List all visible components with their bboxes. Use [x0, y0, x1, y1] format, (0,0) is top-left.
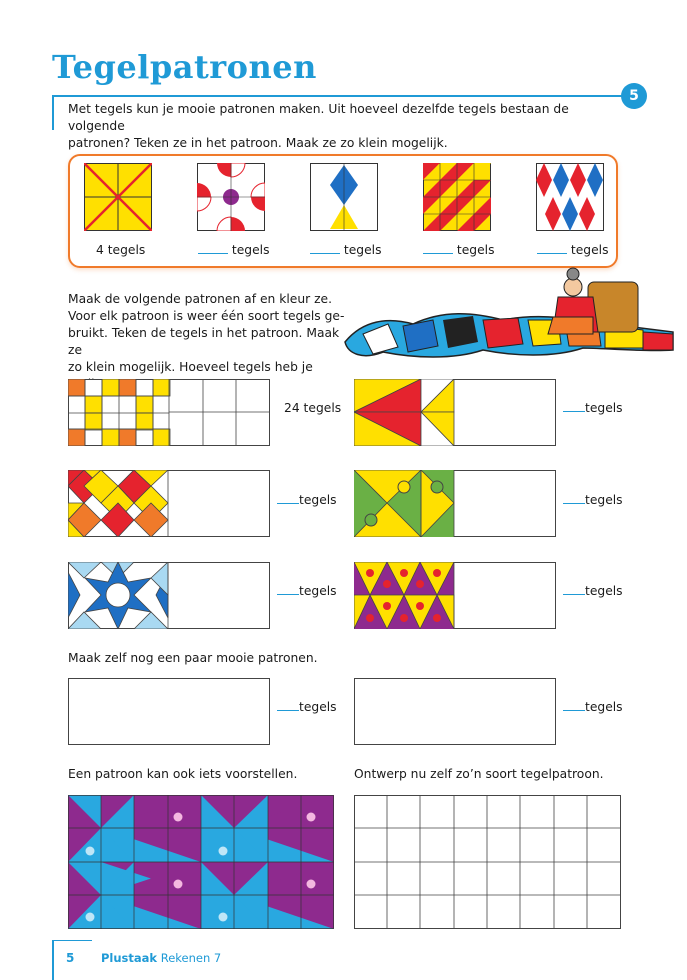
- section-make-heading: Maak zelf nog een paar mooie patronen.: [68, 651, 318, 665]
- example-tile-5: [536, 163, 604, 231]
- pattern-6: [354, 562, 556, 629]
- instructions-text: [68, 291, 348, 393]
- instructions-line-2: Voor elk patroon is weer één soort tegels ge-: [68, 309, 345, 323]
- answer-blank[interactable]: [563, 493, 585, 504]
- answer-blank[interactable]: [277, 493, 299, 504]
- example-tile-2: [197, 163, 265, 231]
- answer-pattern-6: tegels: [563, 584, 623, 598]
- page-number: 5: [66, 951, 75, 965]
- example-label-4: tegels: [423, 243, 495, 257]
- page-badge: 5: [621, 83, 647, 109]
- answer-blank[interactable]: [277, 700, 299, 711]
- knitting-illustration: [343, 262, 683, 362]
- footer-rule-h: [52, 940, 92, 941]
- example-tile-3: [310, 163, 378, 231]
- answer-pattern-4: tegels: [563, 493, 623, 507]
- section-design-heading: Ontwerp nu zelf zo’n soort tegelpatroon.: [354, 767, 604, 781]
- intro-line-2: patronen? Teken ze in het patroon. Maak ze zo klein mogelijk.: [68, 136, 448, 150]
- instructions-line-4: zo klein mogelijk. Hoeveel tegels heb je: [68, 360, 313, 374]
- answer-blank[interactable]: [310, 243, 340, 254]
- instructions-line-3: bruikt. Teken de tegels in het patroon. Maak ze: [68, 326, 340, 357]
- answer-own-2: tegels: [563, 700, 623, 714]
- answer-pattern-2: tegels: [563, 401, 623, 415]
- answer-blank[interactable]: [537, 243, 567, 254]
- answer-pattern-3: tegels: [277, 493, 337, 507]
- example-label-1: 4 tegels: [96, 243, 146, 257]
- footer-brand: Plustaak: [101, 951, 158, 965]
- pattern-4: [354, 470, 556, 537]
- instructions-line-1: Maak de volgende patronen af en kleur ze.: [68, 292, 333, 306]
- pattern-1: [68, 379, 270, 446]
- answer-blank[interactable]: [198, 243, 228, 254]
- footer-rule: [52, 940, 54, 980]
- answer-24: 24 tegels: [284, 401, 342, 415]
- example-label-5: tegels: [537, 243, 609, 257]
- answer-blank[interactable]: [423, 243, 453, 254]
- answer-blank[interactable]: [563, 700, 585, 711]
- pattern-3: [68, 470, 270, 537]
- answer-blank[interactable]: [563, 584, 585, 595]
- answer-blank[interactable]: [277, 584, 299, 595]
- intro-line-1: Met tegels kun je mooie patronen maken. Uit hoeveel dezelfde tegels bestaan de volgende: [68, 102, 569, 133]
- pattern-2: [354, 379, 556, 446]
- footer-subject: Rekenen 7: [160, 951, 222, 965]
- intro-text: [68, 101, 608, 152]
- answer-blank[interactable]: [563, 401, 585, 412]
- footer-text: [101, 951, 221, 965]
- header-rule: [52, 95, 632, 97]
- design-grid[interactable]: [354, 795, 621, 929]
- own-pattern-box-1[interactable]: [68, 678, 270, 745]
- pattern-5: [68, 562, 270, 629]
- section-picture-heading: Een patroon kan ook iets voorstellen.: [68, 767, 298, 781]
- example-tile-1: [84, 163, 152, 231]
- intro-rule: [52, 96, 54, 130]
- page-title: Tegelpatronen: [52, 48, 317, 86]
- answer-pattern-5: tegels: [277, 584, 337, 598]
- answer-own-1: tegels: [277, 700, 337, 714]
- fish-pattern: [68, 795, 334, 929]
- example-label-3: tegels: [310, 243, 382, 257]
- own-pattern-box-2[interactable]: [354, 678, 556, 745]
- example-tile-4: [423, 163, 491, 231]
- example-label-2: tegels: [198, 243, 270, 257]
